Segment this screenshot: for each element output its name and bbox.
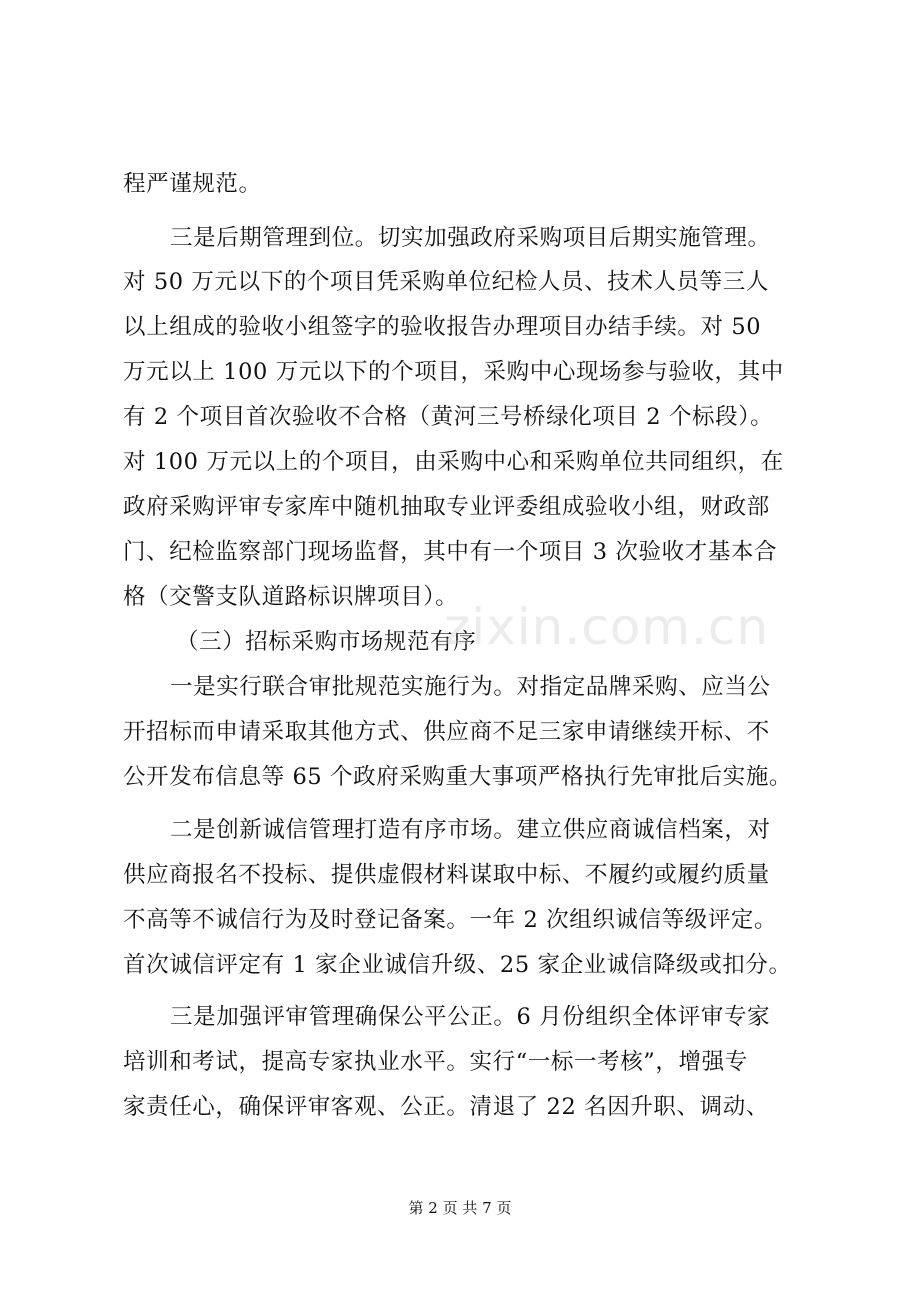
- text-line: 首次诚信评定有 1 家企业诚信升级、25 家企业诚信降级或扣分。: [123, 952, 792, 978]
- paragraph-first-line: 二是创新诚信管理打造有序市场。建立供应商诚信档案，对: [170, 817, 771, 843]
- text-line: 格（交警支队道路标识牌项目）。: [123, 584, 459, 610]
- paragraph-first-line: 一是实行联合审批规范实施行为。对指定品牌采购、应当公: [170, 674, 771, 700]
- text-line: 开招标而申请采取其他方式、供应商不足三家申请继续开标、不: [123, 719, 770, 745]
- text-line: 门、纪检监察部门现场监督，其中有一个项目 3 次验收才基本合: [123, 539, 778, 565]
- text-line: 公开发布信息等 65 个政府采购重大事项严格执行先审批后实施。: [123, 764, 793, 790]
- paragraph-first-line: 三是后期管理到位。切实加强政府采购项目后期实施管理。: [170, 225, 771, 251]
- text-line: 对 100 万元以上的个项目，由采购中心和采购单位共同组织，在: [123, 449, 784, 475]
- paragraph-first-line: 三是加强评审管理确保公平公正。6 月份组织全体评审专家: [170, 1004, 771, 1030]
- text-line: 家责任心，确保评审客观、公正。清退了 22 名因升职、调动、: [123, 1094, 769, 1120]
- section-heading: （三）招标采购市场规范有序: [176, 629, 477, 655]
- text-line: 对 50 万元以下的个项目凭采购单位纪检人员、技术人员等三人: [123, 269, 769, 295]
- watermark: zixin.com.cn: [444, 598, 770, 656]
- text-line: 培训和考试，提高专家执业水平。实行“一标一考核”，增强专: [123, 1049, 748, 1075]
- text-line: 万元以上 100 万元以下的个项目，采购中心现场参与验收，其中: [123, 359, 784, 385]
- text-line: 不高等不诚信行为及时登记备案。一年 2 次组织诚信等级评定。: [123, 907, 778, 933]
- text-line: 程严谨规范。: [123, 171, 262, 197]
- text-line: 政府采购评审专家库中随机抽取专业评委组成验收小组，财政部: [123, 494, 770, 520]
- text-line: 以上组成的验收小组签字的验收报告办理项目办结手续。对 50: [123, 314, 762, 340]
- text-line: 供应商报名不投标、提供虚假材料谋取中标、不履约或履约质量: [123, 862, 770, 888]
- page-footer: 第 2 页 共 7 页: [408, 1199, 512, 1217]
- text-line: 有 2 个项目首次验收不合格（黄河三号桥绿化项目 2 个标段）。: [123, 404, 774, 430]
